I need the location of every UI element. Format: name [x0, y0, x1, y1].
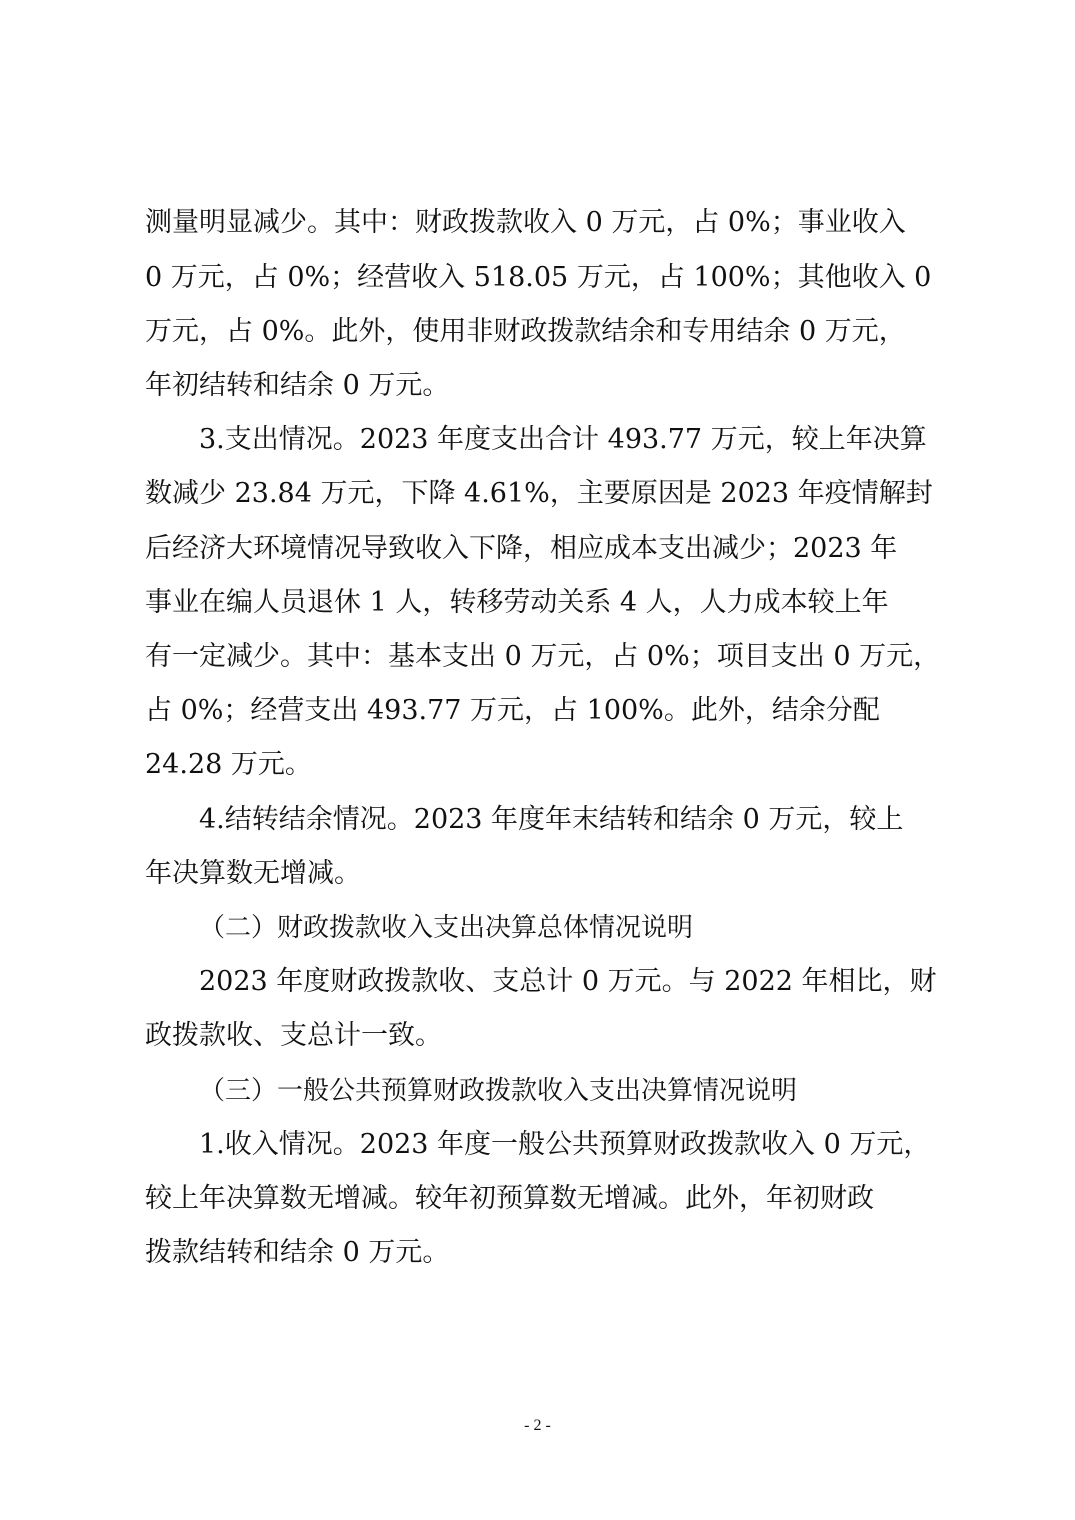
text-line: 4.结转结余情况。2023 年度年末结转和结余 0 万元，较上 — [199, 804, 904, 835]
page-number: - 2 - — [524, 1417, 551, 1434]
text-line: 1.收入情况。2023 年度一般公共预算财政拨款收入 0 万元， — [199, 1129, 931, 1160]
text-line: 较上年决算数无增减。较年初预算数无增减。此外，年初财政 — [145, 1183, 874, 1214]
text-line: 年决算数无增减。 — [145, 858, 361, 889]
section-heading: （二）财政拨款收入支出决算总体情况说明 — [199, 913, 694, 943]
text-line: 2023 年度财政拨款收、支总计 0 万元。与 2022 年相比，财 — [199, 966, 937, 997]
text-line: 有一定减少。其中：基本支出 0 万元，占 0%；项目支出 0 万元， — [145, 641, 941, 672]
text-line: 24.28 万元。 — [145, 749, 312, 780]
text-line: 0 万元，占 0%；经营收入 518.05 万元，占 100%；其他收入 0 — [145, 262, 932, 293]
text-line: 事业在编人员退休 1 人，转移劳动关系 4 人，人力成本较上年 — [145, 587, 889, 618]
text-line: 政拨款收、支总计一致。 — [145, 1020, 442, 1051]
section-heading: （三）一般公共预算财政拨款收入支出决算情况说明 — [199, 1076, 798, 1106]
text-line: 后经济大环境情况导致收入下降，相应成本支出减少；2023 年 — [145, 533, 898, 564]
text-line: 测量明显减少。其中：财政拨款收入 0 万元，占 0%；事业收入 — [145, 207, 906, 238]
text-line: 万元，占 0%。此外，使用非财政拨款结余和专用结余 0 万元， — [145, 316, 906, 347]
text-line: 数减少 23.84 万元，下降 4.61%，主要原因是 2023 年疫情解封 — [145, 478, 933, 509]
text-line: 占 0%；经营支出 493.77 万元，占 100%。此外，结余分配 — [145, 695, 880, 726]
text-line: 3.支出情况。2023 年度支出合计 493.77 万元，较上年决算 — [199, 424, 927, 455]
text-line: 拨款结转和结余 0 万元。 — [145, 1237, 450, 1268]
text-line: 年初结转和结余 0 万元。 — [145, 370, 450, 401]
